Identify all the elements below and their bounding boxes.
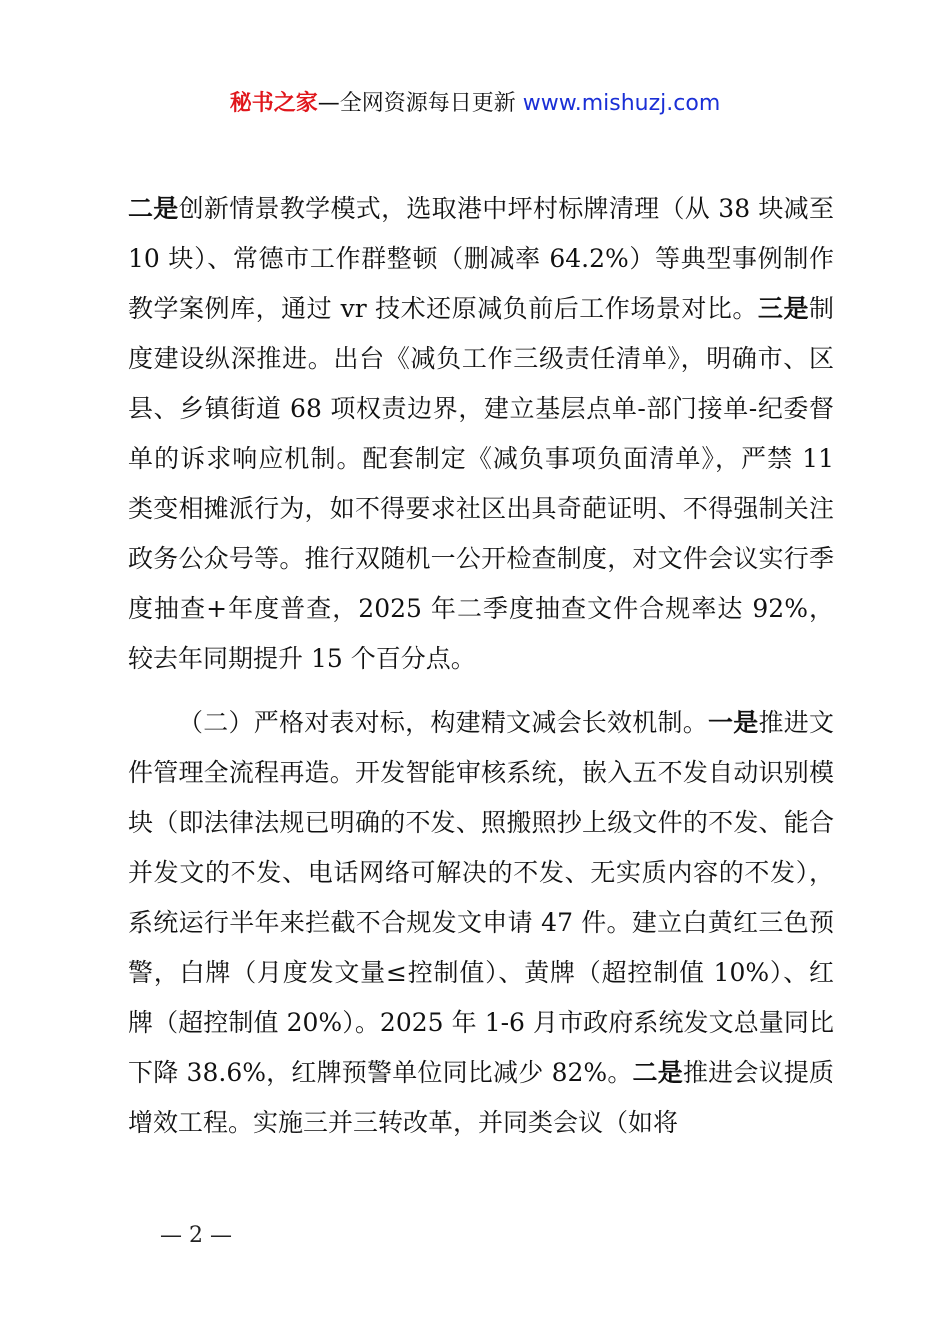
paragraph-run: 二是 xyxy=(632,1058,683,1087)
paragraph-run: 创新情景教学模式，选取港中坪村标牌清理（从 38 块减至 10 块）、常德市工作群整顿（删减率 64.2%）等典型事例制作教学案例库，通过 vr 技术还原减负前后工作场景对比。 xyxy=(128,194,834,323)
paragraph-run: 一是 xyxy=(708,708,759,737)
paragraph-run: 制度建设纵深推进。出台《减负工作三级责任清单》，明确市、区县、乡镇街道 68 项权责边界，建立基层点单-部门接单-纪委督单的诉求响应机制。配套制定《减负事项负面清单》，严禁 11 类变相摊派行为，如不得要求社区出具奇葩证明、不得强制关注政务公众号等。推行双随机一公开检查制度，对文件会议实行季度抽查+年度普查，2025 年二季度抽查文件合规率达 92%，较去年同期提升 15 个百分点。 xyxy=(128,294,834,673)
paragraph-run: 推进会议提质增效工程。实施三并三转改革，并同类会议（如将 xyxy=(128,1058,834,1137)
page-number: — 2 — xyxy=(160,1223,232,1248)
site-url-link[interactable]: www.mishuzj.com xyxy=(522,91,721,116)
paragraph-run: 推进文件管理全流程再造。开发智能审核系统，嵌入五不发自动识别模块（即法律法规已明确的不发、照搬照抄上级文件的不发、能合并发文的不发、电话网络可解决的不发、无实质内容的不发），系统运行半年来拦截不合规发文申请 47 件。建立白黄红三色预警，白牌（月度发文量≤控制值）、黄牌（超控制值 10%）、红牌（超控制值 20%）。2025 年 1-6 月市政府系统发文总量同比下降 38.6%，红牌预警单位同比减少 82%。 xyxy=(128,708,834,1087)
document-body xyxy=(128,184,834,1148)
site-brand: 秘书之家 xyxy=(229,91,318,116)
site-slogan: —全网资源每日更新 xyxy=(317,91,523,116)
paragraph-run: 三是 xyxy=(757,294,809,323)
site-header xyxy=(0,89,950,119)
paragraph xyxy=(128,698,834,1148)
section-heading: （二）严格对表对标，构建精文减会长效机制。 xyxy=(178,708,709,737)
paragraph-run: 二是 xyxy=(128,194,179,223)
paragraph xyxy=(128,184,834,684)
